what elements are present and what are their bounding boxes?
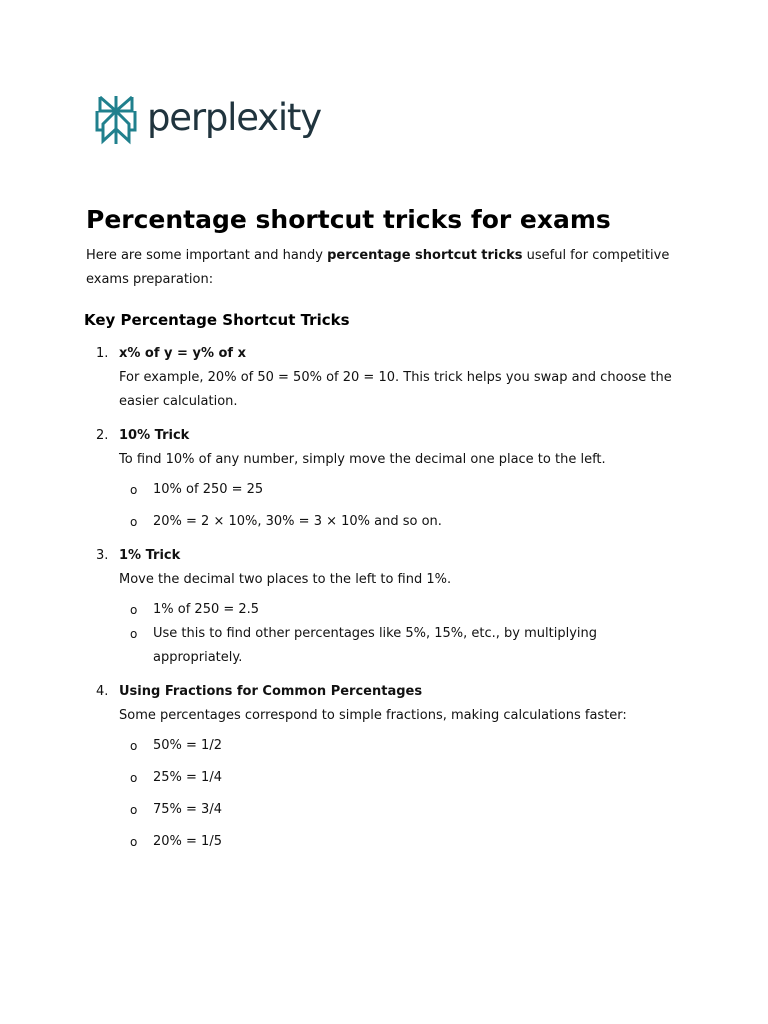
sub-list-item-text: 1% of 250 = 2.5: [153, 602, 260, 617]
bullet-marker: o: [130, 603, 138, 617]
perplexity-logo: [95, 94, 321, 146]
list-item-number: 3.: [96, 548, 109, 563]
page-title: Percentage shortcut tricks for exams: [86, 205, 611, 234]
section-heading: Key Percentage Shortcut Tricks: [84, 311, 350, 329]
sub-list-item: [119, 510, 686, 534]
sub-list-item: [119, 798, 686, 822]
bullet-marker: o: [130, 739, 138, 753]
list-item-body: Move the decimal two places to the left to find 1%.: [119, 572, 452, 587]
sub-list-item: [119, 830, 686, 854]
list-item-body: To find 10% of any number, simply move the decimal one place to the left.: [119, 452, 606, 467]
intro-bold-text: percentage shortcut tricks: [327, 248, 523, 263]
sub-list-item-text: 20% = 2 × 10%, 30% = 3 × 10% and so on.: [153, 514, 442, 529]
sub-list-item: [119, 622, 686, 670]
sub-list-item: [119, 478, 686, 502]
intro-text-after: useful for competitive exams preparation:: [86, 248, 670, 287]
document-content: [86, 203, 686, 854]
list-item: [86, 544, 686, 670]
list-item-title: 10% Trick: [119, 428, 190, 443]
sub-list-item-text: 50% = 1/2: [153, 738, 222, 753]
sub-list-item-text: 25% = 1/4: [153, 770, 222, 785]
intro-text-before: Here are some important and handy: [86, 248, 328, 263]
list-item: [86, 342, 686, 414]
list-item-title: 1% Trick: [119, 548, 181, 563]
tricks-list: [86, 342, 686, 854]
list-item-number: 2.: [96, 428, 109, 443]
list-item-title: x% of y = y% of x: [119, 346, 246, 361]
list-item-number: 1.: [96, 346, 109, 361]
list-item-body: Some percentages correspond to simple fractions, making calculations faster:: [119, 708, 627, 723]
sub-list-item: [119, 766, 686, 790]
sub-list-item-text: 20% = 1/5: [153, 834, 222, 849]
bullet-marker: o: [130, 803, 138, 817]
sub-list: [119, 598, 686, 670]
sub-list: [119, 478, 686, 534]
bullet-marker: o: [130, 483, 138, 497]
bullet-marker: o: [130, 771, 138, 785]
list-item: [86, 680, 686, 854]
bullet-marker: o: [130, 627, 138, 641]
list-item: [86, 424, 686, 534]
list-item-title: Using Fractions for Common Percentages: [119, 684, 423, 699]
perplexity-logo-icon: [95, 94, 137, 146]
bullet-marker: o: [130, 835, 138, 849]
sub-list-item-text: 75% = 3/4: [153, 802, 222, 817]
logo-wordmark: perplexity: [147, 95, 321, 139]
bullet-marker: o: [130, 515, 138, 529]
sub-list-item-text: 10% of 250 = 25: [153, 482, 264, 497]
sub-list-item: [119, 734, 686, 758]
sub-list-item-text: Use this to find other percentages like 5%, 15%, etc., by multiplying appropriately.: [153, 626, 598, 665]
sub-list-item: [119, 598, 686, 622]
intro-paragraph: [86, 244, 686, 292]
list-item-body: For example, 20% of 50 = 50% of 20 = 10. This trick helps you swap and choose the easier calculation.: [119, 370, 672, 409]
sub-list: [119, 734, 686, 854]
list-item-number: 4.: [96, 684, 109, 699]
